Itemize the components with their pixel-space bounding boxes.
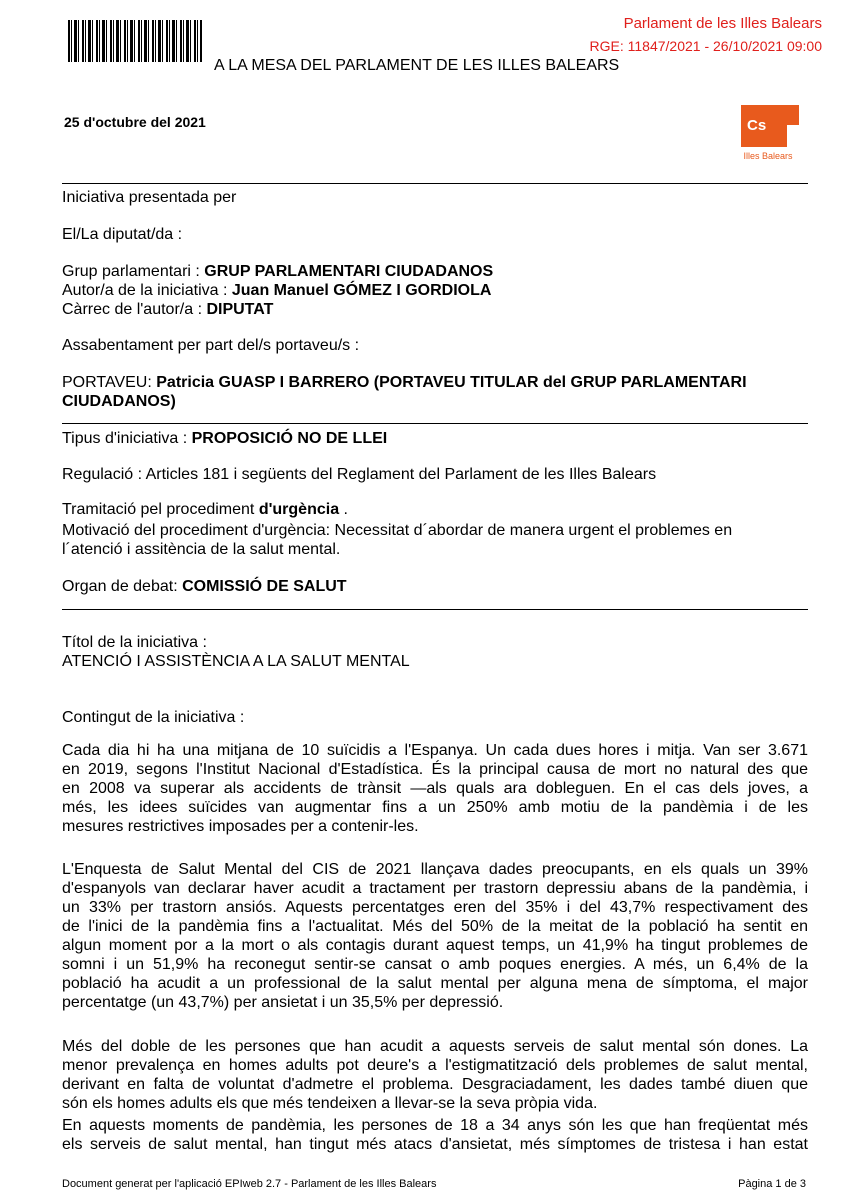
party-logo	[737, 103, 807, 167]
title-label: Títol de la iniciativa :	[62, 634, 207, 651]
paragraph-line: són els homes adults els que més tendeixen a llevar-se la seva pròpia vida.	[62, 1095, 598, 1112]
regulation: Regulació : Articles 181 i següents del Reglament del Parlament de les Illes Balears	[62, 466, 657, 483]
spokesperson-line-2	[62, 392, 176, 411]
motivation-line-1: Motivació del procediment d'urgència: Necessitat d´abordar de manera urgent el problemes en	[62, 522, 733, 539]
paragraph-line: de l'inici de la pandèmia fins a l'actualitat. Més del 50% de la meitat de la població ha sentit en	[62, 918, 808, 935]
spokesperson-label: PORTAVEU:	[62, 374, 157, 391]
content-label: Contingut de la iniciativa :	[62, 709, 245, 726]
paragraph-line: somni i un 51,9% ha reconegut sentir-se cansat o amb poques energies. A més, un 6,4% de la	[62, 956, 808, 973]
author-label: Autor/a de la iniciativa :	[62, 282, 232, 299]
paragraph-line: En aquests moments de pandèmia, les persones de 18 a 34 anys són les que han freqüentat més	[62, 1117, 808, 1134]
presented-by: Iniciativa presentada per	[62, 189, 237, 206]
paragraph-line: Més del doble de les persones que han acudit a aquests serveis de salut mental són dones. La	[62, 1038, 808, 1055]
author-line	[62, 281, 491, 300]
logo-text: Illes Balears	[743, 151, 793, 161]
paragraph-line: població ha acudit a un professional de la salut mental per alguna mena de símptoma, el major	[62, 975, 808, 992]
group-line	[62, 262, 493, 281]
paragraph-4	[62, 1116, 808, 1154]
footer-page-number: Pàgina 1 de 3	[738, 1178, 806, 1190]
registry-number: RGE: 11847/2021 - 26/10/2021 09:00	[589, 38, 822, 54]
registry-institution: Parlament de les Illes Balears	[623, 15, 822, 32]
role-line	[62, 300, 273, 319]
document-date: 25 d'octubre del 2021	[64, 114, 206, 130]
paragraph-line: d'espanyols van declarar haver acudit a tractament per trastorn depressiu abans de la pandèmia, i	[62, 880, 808, 897]
group-value: GRUP PARLAMENTARI CIUDADANOS	[204, 263, 494, 280]
footer-generated: Document generat per l'aplicació EPIweb 2.7 - Parlament de les Illes Balears	[62, 1178, 437, 1190]
organ-label: Organ de debat:	[62, 578, 183, 595]
divider	[62, 423, 808, 424]
deputy-label: El/La diputat/da :	[62, 226, 183, 243]
type-line	[62, 429, 387, 448]
paragraph-line: algun moment por a la mort o als contagis durant aquest temps, un 41,9% ha tingut problemes de	[62, 937, 808, 954]
divider	[62, 609, 808, 610]
type-value: PROPOSICIÓ NO DE LLEI	[191, 430, 388, 447]
paragraph-line: els serveis de salut mental, han tingut més atacs d'ansietat, més símptomes de tristesa i han estat	[62, 1136, 808, 1153]
procedure-label: Tramitació pel procediment	[62, 501, 259, 518]
paragraph-line: Cada dia hi ha una mitjana de 10 suïcidis a l'Espanya. Un cada dues hores i mitja. Van ser 3.671	[62, 742, 808, 759]
spokesperson-value-cont: CIUDADANOS)	[62, 393, 176, 410]
paragraph-line: menor prevalença en homes adults pot deure's a l'estigmatització dels problemes de salut mental,	[62, 1057, 808, 1074]
paragraph-3	[62, 1037, 808, 1113]
logo-mark: Cs	[747, 117, 767, 134]
paragraph-line: en 2019, segons l'Institut Nacional d'Estadística. És la principal causa de mort no natural des que	[62, 761, 808, 778]
agreement-label: Assabentament per part del/s portaveu/s :	[62, 337, 360, 354]
role-value: DIPUTAT	[206, 301, 274, 318]
divider	[62, 183, 808, 184]
procedure-end: .	[339, 501, 348, 518]
paragraph-line: un 33% per trastorn ansiós. Aquests percentatges eren del 35% i del 43,7% respectivament des	[62, 899, 808, 916]
party-logo-icon	[737, 103, 807, 153]
barcode	[68, 20, 202, 62]
paragraph-line: L'Enquesta de Salut Mental del CIS de 2021 llançava dades preocupants, en els quals un 39%	[62, 861, 808, 878]
group-label: Grup parlamentari :	[62, 263, 205, 280]
organ-value: COMISSIÓ DE SALUT	[182, 578, 347, 595]
paragraph-2	[62, 860, 808, 1012]
page-heading: A LA MESA DEL PARLAMENT DE LES ILLES BALEARS	[214, 57, 620, 74]
paragraph-line: mesures restrictives imposades per a contenir-les.	[62, 818, 419, 835]
type-label: Tipus d'iniciativa :	[62, 430, 192, 447]
paragraph-line: en 2008 va superar als accidents de trànsit —als quals ara dobleguen. En el cas dels joves, a	[62, 780, 808, 797]
motivation-line-2: l´atenció i assitència de la salut mental.	[62, 541, 341, 558]
paragraph-1	[62, 741, 808, 836]
procedure-line	[62, 500, 348, 519]
paragraph-line: derivant en falta de voluntat d'admetre el problema. Desgraciadament, les dades també diuen que	[62, 1076, 808, 1093]
author-value: Juan Manuel GÓMEZ I GORDIOLA	[231, 282, 492, 299]
procedure-value: d'urgència	[258, 501, 340, 518]
spokesperson-value: Patricia GUASP I BARRERO (PORTAVEU TITULAR del GRUP PARLAMENTARI	[156, 374, 747, 391]
organ-line	[62, 577, 347, 596]
role-label: Càrrec de l'autor/a :	[62, 301, 207, 318]
initiative-title: ATENCIÓ I ASSISTÈNCIA A LA SALUT MENTAL	[62, 653, 410, 670]
paragraph-line: més, les idees suïcides van augmentar fins a un 250% amb motiu de la pandèmia i de les	[62, 799, 808, 816]
paragraph-line: percentatge (un 43,7%) per ansietat i un 35,5% per depressió.	[62, 994, 504, 1011]
spokesperson-line	[62, 373, 747, 392]
